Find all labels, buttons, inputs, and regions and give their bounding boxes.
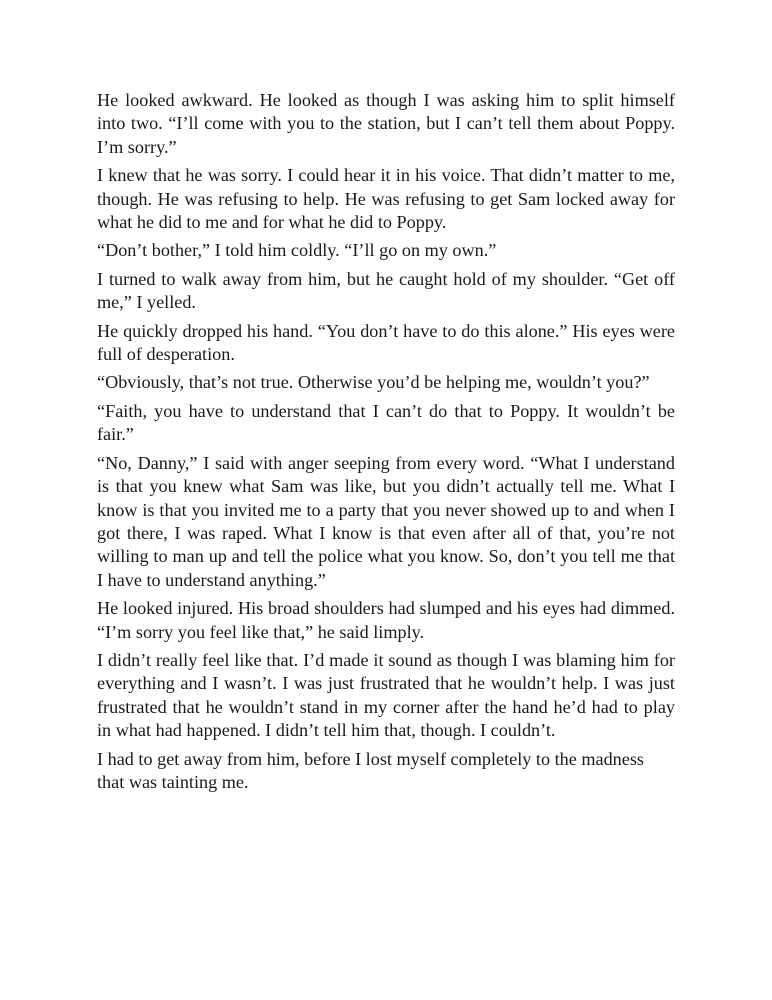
body-text (97, 89, 675, 799)
paragraph: I turned to walk away from him, but he caught hold of my shoulder. “Get off me,” I yelled. (97, 268, 675, 313)
paragraph: He quickly dropped his hand. “You don’t have to do this alone.” His eyes were full of desperation. (97, 320, 675, 365)
paragraph: “Faith, you have to understand that I can’t do that to Poppy. It wouldn’t be fair.” (97, 400, 675, 445)
paragraph: I knew that he was sorry. I could hear it in his voice. That didn’t matter to me, though. He was refusing to help. He was refusing to get Sam locked away for what he did to me and for what he did to Poppy. (97, 165, 675, 233)
paragraph: I didn’t really feel like that. I’d made it sound as though I was blaming him for everything and I wasn’t. I was just frustrated that he wouldn’t help. I was just frustrated that he wouldn’t stand in my corner after the hand he’d had to play in what had happened. I didn’t tell him that, though. I couldn’t. (97, 649, 675, 741)
paragraph: He looked injured. His broad shoulders had slumped and his eyes had dimmed. “I’m sorry you feel like that,” he said limply. (97, 598, 675, 642)
paragraph: “Don’t bother,” I told him coldly. “I’ll go on my own.” (97, 240, 497, 261)
paragraph: “Obviously, that’s not true. Otherwise you’d be helping me, wouldn’t you?” (97, 372, 650, 393)
paragraph: He looked awkward. He looked as though I was asking him to split himself into two. “I’ll come with you to the station, but I can’t tell them about Poppy. I’m sorry.” (97, 90, 675, 157)
paragraph: “No, Danny,” I said with anger seeping from every word. “What I understand is that you knew what Sam was like, but you didn’t actually tell me. What I know is that you invited me to a party that you never showed up to and when I got there, I was raped. What I know is that even after all of that, you’re not willing to man up and tell the police what you know. So, don’t you tell me that I have to understand anything.” (97, 452, 675, 590)
paragraph: I had to get away from him, before I lost myself completely to the madness that was tainting me. (97, 748, 644, 792)
